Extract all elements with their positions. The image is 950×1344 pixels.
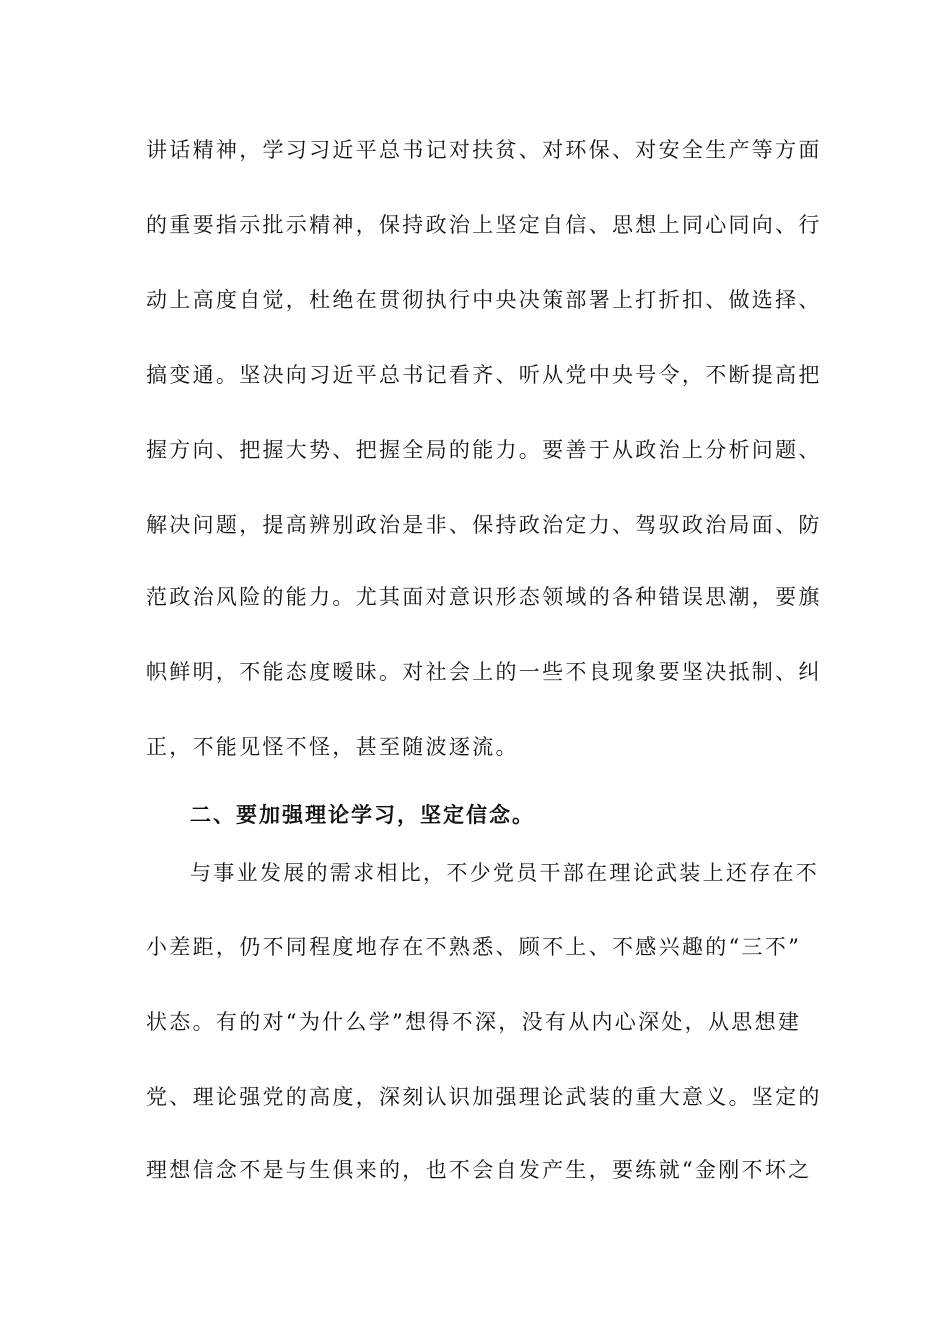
body-text-line: 动上高度自觉，杜绝在贯彻执行中央决策部署上打折扣、做选择、	[146, 288, 822, 312]
section-heading: 二、要加强理论学习，坚定信念。	[190, 803, 535, 827]
body-text-line: 范政治风险的能力。尤其面对意识形态领域的各种错误思潮，要旗	[146, 585, 822, 609]
body-text-line: 党、理论强党的高度，深刻认识加强理论武装的重大意义。坚定的	[146, 1085, 822, 1109]
body-text-line: 讲话精神，学习习近平总书记对扶贫、对环保、对安全生产等方面	[146, 138, 822, 162]
body-text-line: 解决问题，提高辨别政治是非、保持政治定力、驾驭政治局面、防	[146, 513, 822, 537]
body-text-line: 帜鲜明，不能态度暧昧。对社会上的一些不良现象要坚决抵制、纠	[146, 660, 822, 684]
body-text-line: 搞变通。坚决向习近平总书记看齐、听从党中央号令，不断提高把	[146, 363, 822, 387]
body-text-line: 握方向、把握大势、把握全局的能力。要善于从政治上分析问题、	[146, 438, 822, 462]
body-text-line: 理想信念不是与生俱来的，也不会自发产生，要练就“金刚不坏之	[146, 1158, 812, 1182]
body-text-line: 状态。有的对“为什么学”想得不深，没有从内心深处，从思想建	[146, 1010, 802, 1034]
body-text-line: 小差距，仍不同程度地存在不熟悉、顾不上、不感兴趣的“三不”	[146, 935, 802, 959]
body-text-line: 与事业发展的需求相比，不少党员干部在理论武装上还存在不	[190, 861, 820, 885]
body-text-line: 的重要指示批示精神，保持政治上坚定自信、思想上同心同向、行	[146, 213, 822, 237]
body-text-line: 正，不能见怪不怪，甚至随波逐流。	[146, 735, 519, 759]
